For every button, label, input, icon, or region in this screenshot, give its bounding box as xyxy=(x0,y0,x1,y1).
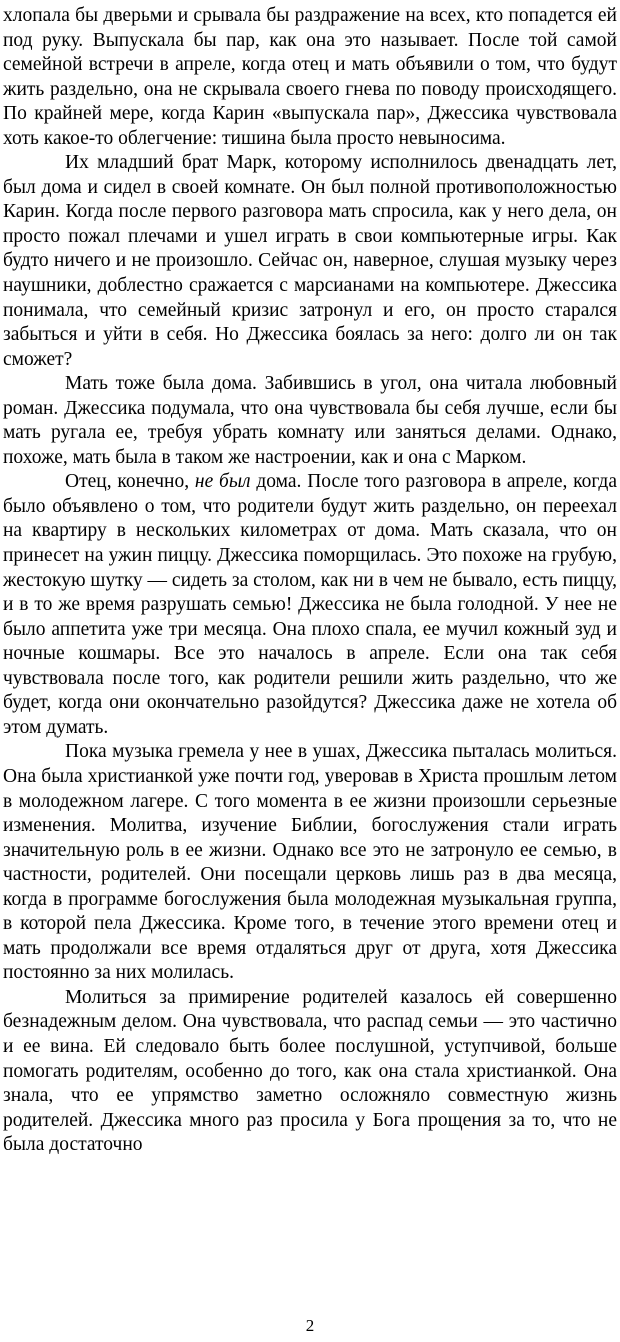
body-text xyxy=(3,4,617,1158)
paragraph-4-rest: дома. После того разговора в апреле, когда было объявлено о том, что родители будут жить раздельно, он переехал на квартиру в нескольких километрах от дома. Мать сказала, что он принесет на ужин пиццу. Джессика поморщилась. Это похоже на грубую, жестокую шутку — сидеть за столом, как ни в чем не бывало, есть пиццу, и в то же время разрушать семью! Джессика не была голодной. У нее не было аппетита уже три месяца. Она плохо спала, ее мучил кожный зуд и ночные кошмары. Все это началось в апреле. Если она так себя чувствовала после того, как родители решили жить раздельно, что же будет, когда они окончательно разойдутся? Джессика даже не хотела об этом думать. xyxy=(3,471,617,738)
paragraph-3: Мать тоже была дома. Забившись в угол, она читала любовный роман. Джессика подумала, что она чувствовала бы себя лучше, если бы мать ругала ее, требуя убрать комнату или заняться делами. Однако, похоже, мать была в таком же настроении, как и она с Марком. xyxy=(3,373,617,468)
paragraph-2: Их младший брат Марк, которому исполнилось двенадцать лет, был дома и сидел в своей комнате. Он был полной противоположностью Карин. Когда после первого разговора мать спросила, как у него дела, он просто пожал плечами и ушел играть в свои компьютерные игры. Как будто ничего и не произошло. Сейчас он, наверное, слушая музыку через наушники, доблестно сражается с марсианами на компьютере. Джессика понимала, что семейный кризис затронул и его, он просто старался забыться и уйти в себя. Но Джессика боялась за него: долго ли он так сможет? xyxy=(3,152,617,370)
paragraph-6: Молиться за примирение родителей казалось ей совершенно безнадежным делом. Она чувствовала, что распад семьи — это частично и ее вина. Ей следовало быть более послушной, уступчивой, больше помогать родителям, особенно до того, как она стала христианкой. Она знала, что ее упрямство заметно осложняло совместную жизнь родителей. Джессика много раз просила у Бога прощения за то, что не была достаточно xyxy=(3,986,617,1156)
paragraph-4 xyxy=(3,470,617,740)
paragraph-4-italic: не был xyxy=(194,471,251,493)
paragraph-4-lead: Отец, конечно, xyxy=(65,471,195,493)
paragraph-1: хлопала бы дверьми и срывала бы раздражение на всех, кто попадется ей под руку. Выпускала бы пар, как она это называет. После той самой семейной встречи в апреле, когда отец и мать объявили о том, что будут жить раздельно, она не скрывала своего гнева по поводу происходящего. По крайней мере, когда Карин «выпускала пар», Джессика чувствовала хоть какое-то облегчение: тишина была просто невыносима. xyxy=(3,5,617,149)
paragraph-5: Пока музыка гремела у нее в ушах, Джессика пыталась молиться. Она была христианкой уже почти год, уверовав в Христа прошлым летом в молодежном лагере. С того момента в ее жизни произошли серьезные изменения. Молитва, изучение Библии, богослужения стали играть значительную роль в ее жизни. Однако все это не затронуло ее семью, в частности, родителей. Они посещали церковь лишь раз в два месяца, когда в программе богослужения была молодежная музыкальная группа, в которой пела Джессика. Кроме того, в течение этого времени отец и мать продолжали все время отдаляться друг от друга, хотя Джессика постоянно за них молилась. xyxy=(3,741,617,984)
page-number: 2 xyxy=(305,1316,315,1335)
